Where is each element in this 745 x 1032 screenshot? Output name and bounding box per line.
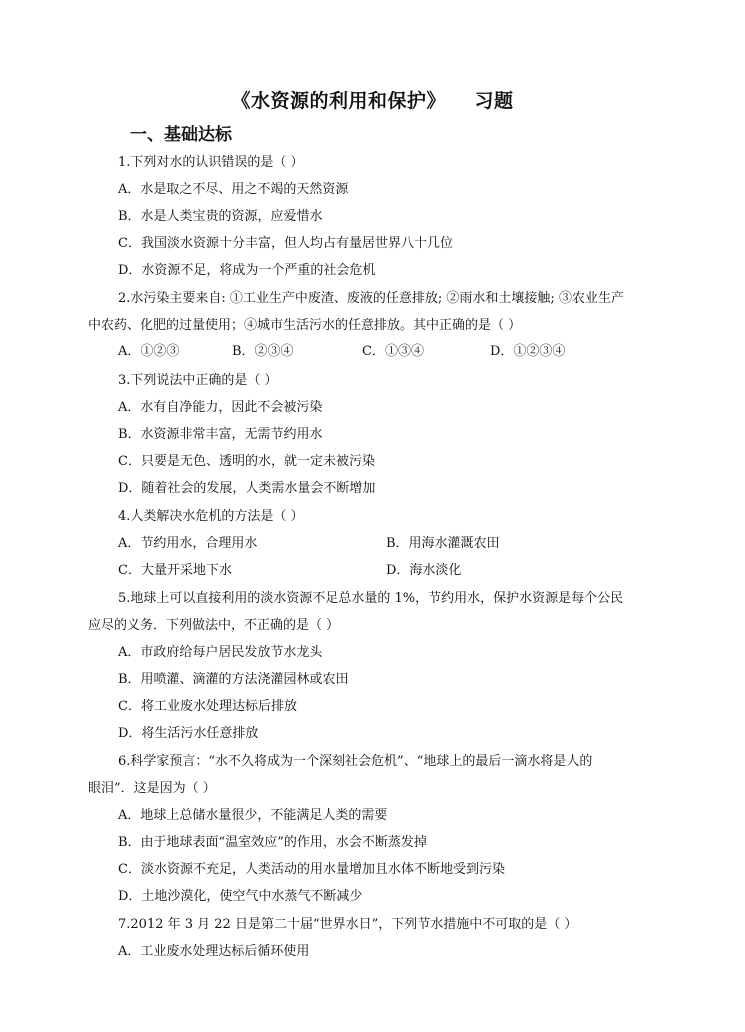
question-2-stem-continued: 中农药、化肥的过量使用；④城市生活污水的任意排放。其中正确的是（ ）	[88, 318, 522, 333]
question-6-option-c: C．淡水资源不充足，人类活动的用水量增加且水体不断地受到污染	[118, 862, 505, 877]
question-7-stem: 7.2012 年 3 月 22 日是第二十届“世界水日”，下列节水措施中不可取的是（ ）	[118, 917, 578, 932]
question-4-option-d: D．海水淡化	[386, 563, 462, 578]
question-3-option-c: C．只要是无色、透明的水，就一定未被污染	[118, 454, 375, 469]
question-5-option-b: B．用喷灌、滴灌的方法浇灌园林或农田	[118, 672, 349, 687]
question-1-option-b: B．水是人类宝贵的资源，应爱惜水	[118, 209, 323, 224]
question-5-option-d: D．将生活污水任意排放	[118, 726, 259, 741]
question-2-option-d: D．①②③④	[490, 344, 566, 359]
document-title: 《水资源的利用和保护》 习题	[231, 90, 514, 112]
question-3-option-b: B．水资源非常丰富，无需节约用水	[118, 427, 323, 442]
question-4-option-a: A．节约用水，合理用水	[118, 536, 258, 551]
question-3-option-d: D．随着社会的发展，人类需水量会不断增加	[118, 481, 376, 496]
question-6-option-d: D．土地沙漠化，使空气中水蒸气不断减少	[118, 889, 363, 904]
question-1-stem: 1.下列对水的认识错误的是（ ）	[118, 155, 304, 170]
question-1-option-c: C．我国淡水资源十分丰富，但人均占有量居世界八十几位	[118, 236, 453, 251]
section-heading: 一、基础达标	[130, 125, 232, 145]
question-5-stem-continued: 应尽的义务．下列做法中，不正确的是（ ）	[88, 618, 340, 633]
question-5-option-a: A．市政府给每户居民发放节水龙头	[118, 645, 323, 660]
question-6-stem-continued: 眼泪”．这是因为（ ）	[88, 781, 216, 796]
question-5-option-c: C．将工业废水处理达标后排放	[118, 699, 297, 714]
question-6-option-a: A．地球上总储水量很少，不能满足人类的需要	[118, 808, 388, 823]
question-1-option-a: A．水是取之不尽、用之不竭的天然资源	[118, 182, 349, 197]
question-2-option-a: A．①②③	[118, 344, 180, 359]
question-2-option-c: C．①③④	[362, 344, 424, 359]
question-2-option-b: B．②③④	[232, 344, 294, 359]
question-2-stem: 2.水污染主要来自: ①工业生产中废渣、废液的任意排放; ②雨水和土壤接触; ③农业生产	[118, 291, 624, 306]
question-3-stem: 3.下列说法中正确的是（ ）	[118, 373, 278, 388]
question-5-stem: 5.地球上可以直接利用的淡水资源不足总水量的 1%，节约用水，保护水资源是每个公民	[118, 591, 624, 606]
question-1-option-d: D．水资源不足，将成为一个严重的社会危机	[118, 263, 376, 278]
question-4-stem: 4.人类解决水危机的方法是（ ）	[118, 509, 304, 524]
question-6-stem: 6.科学家预言：“水不久将成为一个深刻社会危机”、“地球上的最后一滴水将是人的	[118, 754, 593, 769]
question-3-option-a: A．水有自净能力，因此不会被污染	[118, 400, 323, 415]
question-4-option-b: B．用海水灌溉农田	[386, 536, 500, 551]
question-4-option-c: C．大量开采地下水	[118, 563, 232, 578]
question-7-option-a: A．工业废水处理达标后循环使用	[118, 944, 310, 959]
question-6-option-b: B．由于地球表面“温室效应”的作用，水会不断蒸发掉	[118, 835, 427, 850]
